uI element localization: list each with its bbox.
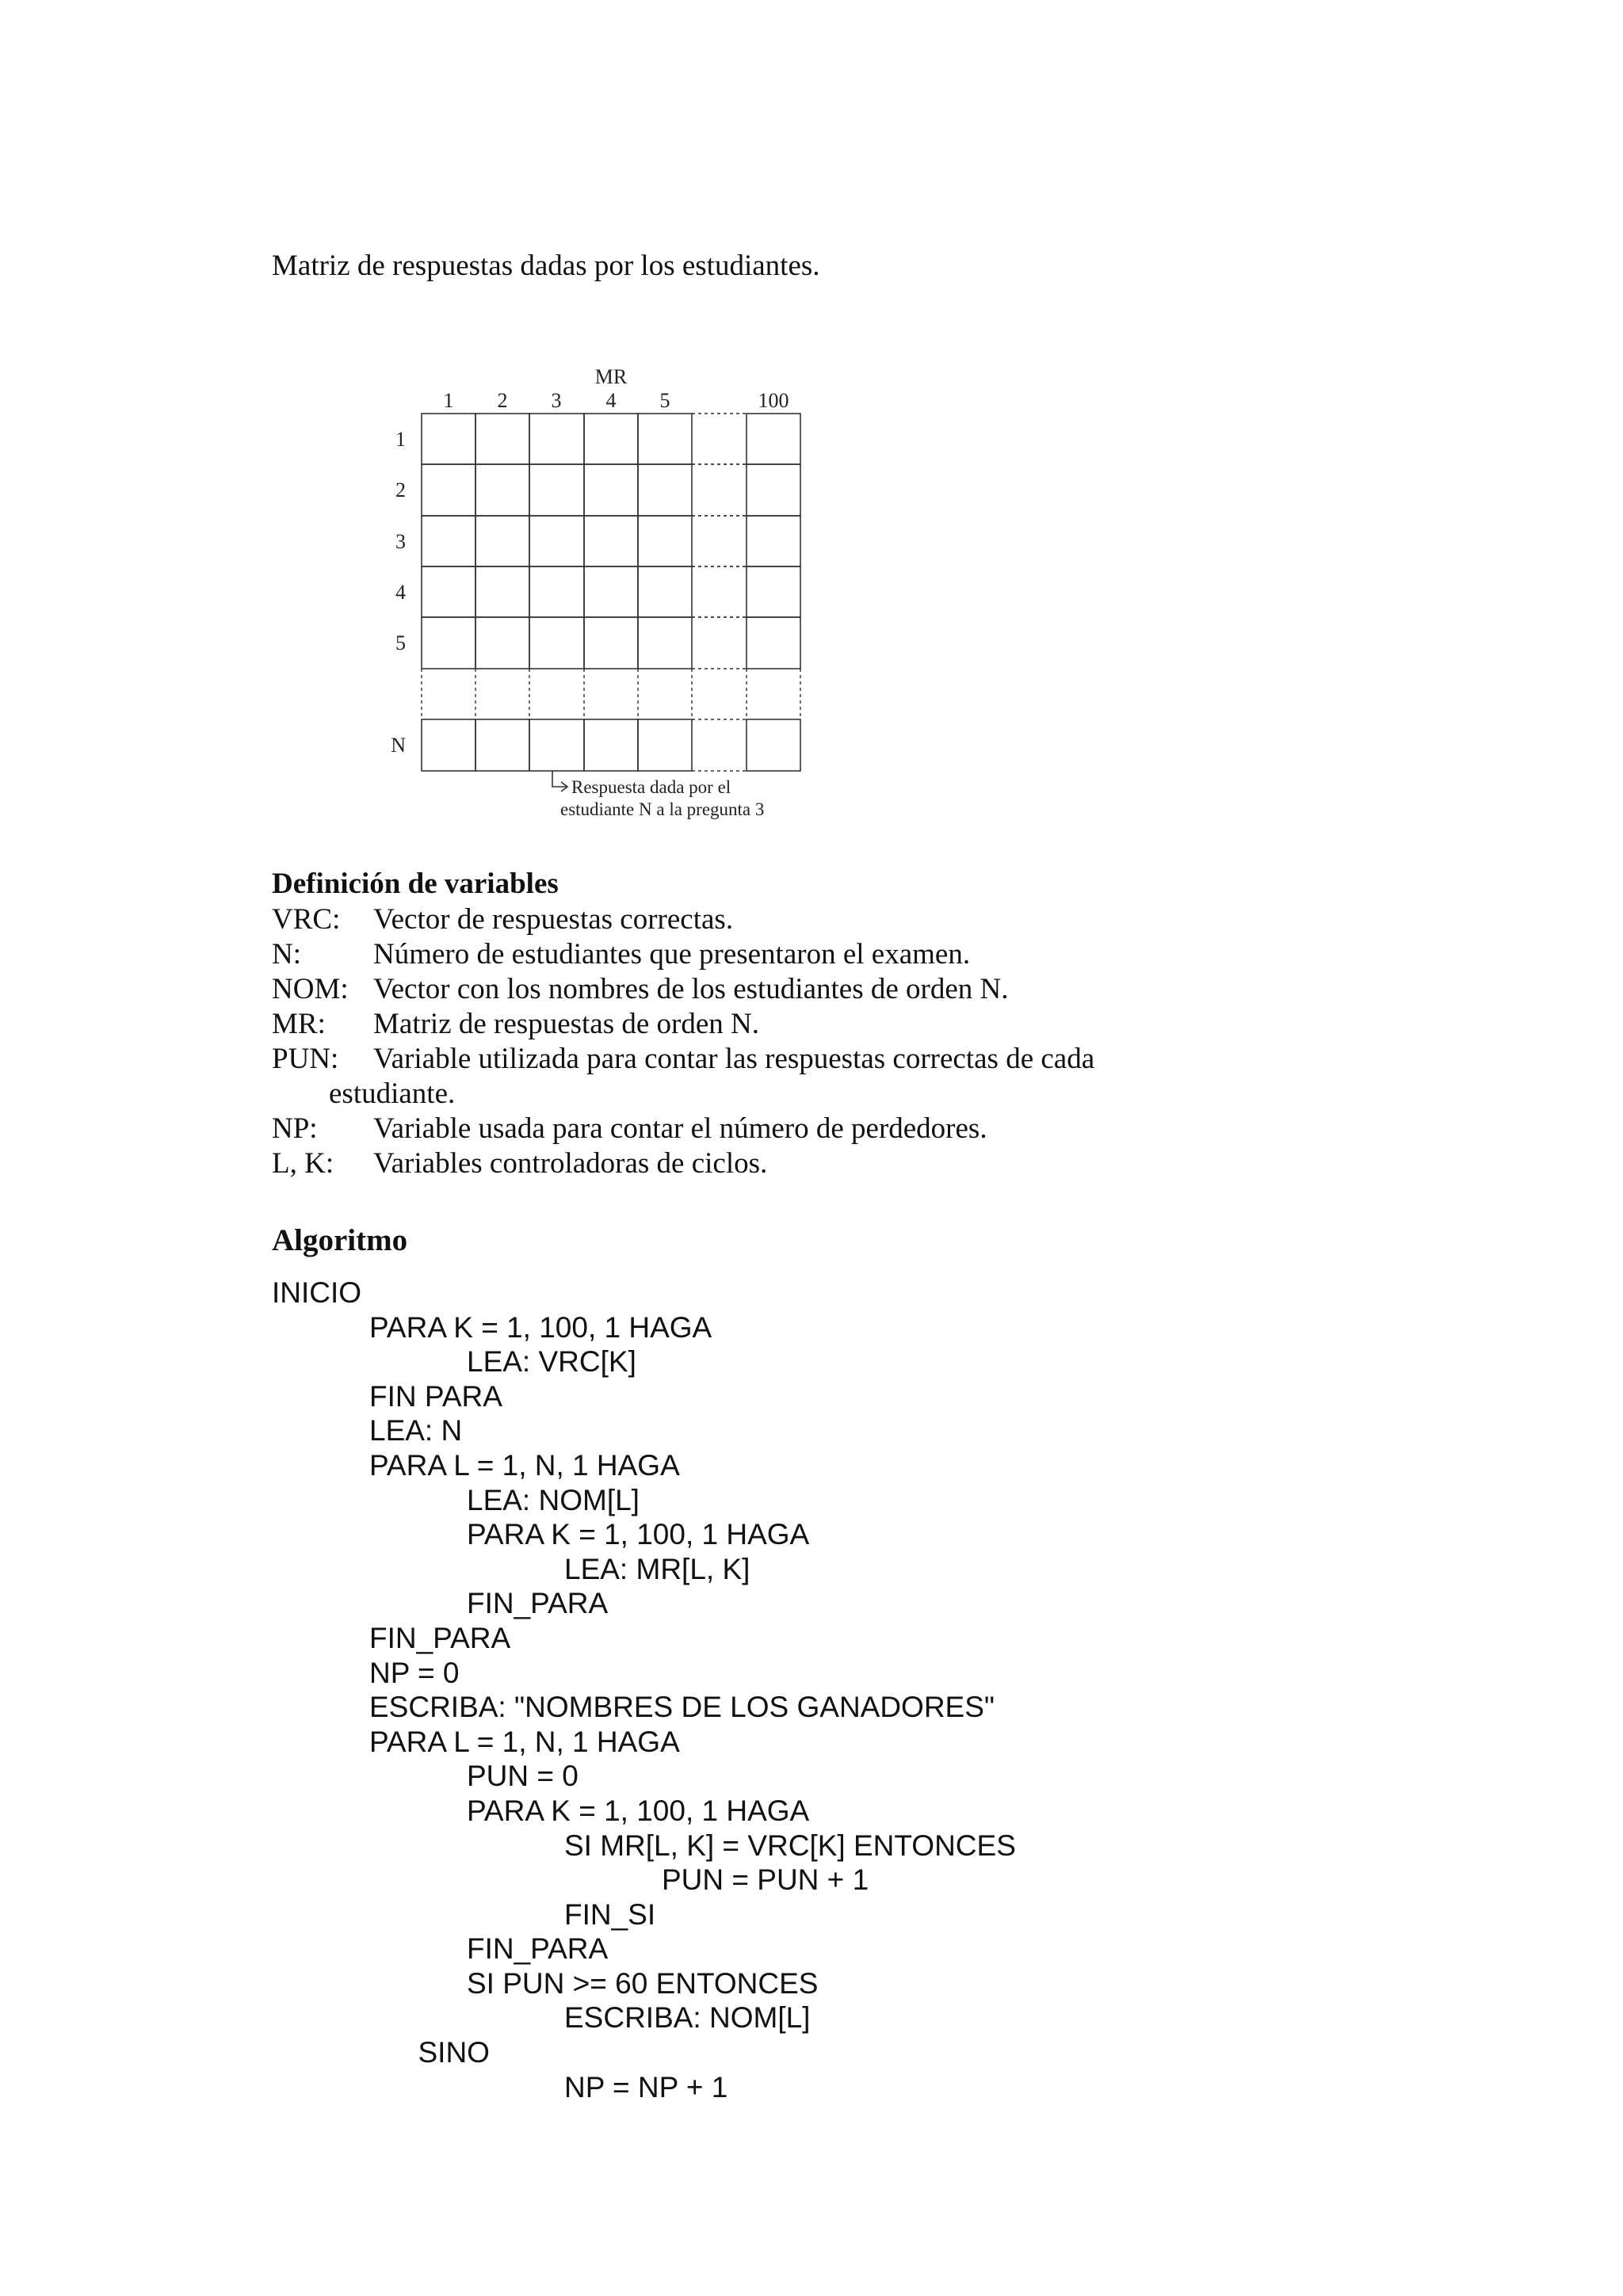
code-line: NP = NP + 1 bbox=[564, 2070, 728, 2103]
matrix-cell bbox=[529, 719, 584, 771]
matrix-title: MR bbox=[594, 365, 628, 388]
matrix-cell bbox=[529, 464, 584, 516]
code-line: LEA: VRC[K] bbox=[467, 1345, 636, 1379]
matrix-cell bbox=[529, 414, 584, 464]
matrix-cell bbox=[422, 617, 475, 669]
matrix-cell bbox=[529, 617, 584, 669]
code-line: INICIO bbox=[272, 1276, 362, 1309]
column-label: 5 bbox=[659, 389, 670, 412]
matrix-cell bbox=[638, 516, 692, 566]
variable-row bbox=[272, 1112, 1461, 1146]
code-line: PUN = PUN + 1 bbox=[662, 1863, 869, 1897]
code-line: PUN = 0 bbox=[467, 1760, 579, 1793]
matrix-cell bbox=[475, 414, 529, 464]
variable-description: Matriz de respuestas de orden N. bbox=[373, 1008, 759, 1040]
annotation-line-1: Respuesta dada por el bbox=[571, 777, 731, 797]
variable-row bbox=[272, 972, 1461, 1007]
variable-description: Variables controladoras de ciclos. bbox=[373, 1147, 768, 1180]
variables-heading: Definición de variables bbox=[272, 868, 559, 900]
variable-key: VRC: bbox=[272, 903, 341, 936]
matrix-cell bbox=[475, 566, 529, 617]
row-label: 1 bbox=[395, 428, 406, 451]
code-line: NP = 0 bbox=[369, 1656, 460, 1689]
code-line: FIN PARA bbox=[369, 1379, 502, 1413]
matrix-cell bbox=[475, 516, 529, 566]
code-line: LEA: N bbox=[369, 1414, 463, 1447]
code-line: SINO bbox=[418, 2036, 490, 2069]
code-line: SI MR[L, K] = VRC[K] ENTONCES bbox=[564, 1829, 1016, 1862]
variable-description: Vector de respuestas correctas. bbox=[373, 903, 734, 936]
variable-description: Variable usada para contar el número de perdedores. bbox=[373, 1112, 987, 1145]
code-line: PARA K = 1, 100, 1 HAGA bbox=[369, 1310, 712, 1344]
code-line: FIN_PARA bbox=[467, 1587, 609, 1620]
matrix-cell bbox=[529, 566, 584, 617]
intro-text: Matriz de respuestas dadas por los estudiantes. bbox=[272, 250, 820, 282]
variable-row bbox=[272, 1146, 1461, 1181]
code-line: LEA: MR[L, K] bbox=[564, 1552, 750, 1585]
column-label: 1 bbox=[443, 389, 454, 412]
matrix-cell bbox=[638, 719, 692, 771]
code-line: PARA K = 1, 100, 1 HAGA bbox=[467, 1518, 810, 1551]
variable-description-continued: estudiante. bbox=[329, 1077, 456, 1110]
code-line: PARA L = 1, N, 1 HAGA bbox=[369, 1448, 680, 1482]
matrix-cell bbox=[584, 617, 638, 669]
row-label: 2 bbox=[395, 479, 406, 502]
row-label: 5 bbox=[395, 631, 406, 654]
variable-key: L, K: bbox=[272, 1147, 334, 1180]
annotation-line-2: estudiante N a la pregunta 3 bbox=[560, 799, 765, 819]
variables-list bbox=[272, 902, 1461, 1181]
matrix-cell bbox=[638, 617, 692, 669]
matrix-cell bbox=[584, 566, 638, 617]
row-label: 3 bbox=[395, 530, 406, 553]
algorithm-heading: Algoritmo bbox=[272, 1223, 408, 1257]
matrix-cell bbox=[475, 719, 529, 771]
row-label: N bbox=[391, 734, 406, 757]
matrix-cell bbox=[638, 464, 692, 516]
column-label: 2 bbox=[497, 389, 508, 412]
variable-key: MR: bbox=[272, 1008, 326, 1040]
matrix-cell bbox=[747, 414, 800, 464]
code-line: LEA: NOM[L] bbox=[467, 1483, 640, 1516]
code-line: PARA L = 1, N, 1 HAGA bbox=[369, 1725, 680, 1758]
variable-description: Variable utilizada para contar las respuestas correctas de cada bbox=[373, 1043, 1095, 1075]
variable-key: NP: bbox=[272, 1112, 318, 1145]
column-label: 100 bbox=[758, 389, 789, 412]
matrix-cell bbox=[422, 566, 475, 617]
matrix-cell bbox=[584, 719, 638, 771]
matrix-cell bbox=[475, 464, 529, 516]
matrix-cell bbox=[422, 516, 475, 566]
variable-row bbox=[272, 1007, 1461, 1042]
code-line: SI PUN >= 60 ENTONCES bbox=[467, 1966, 819, 2000]
code-line: ESCRIBA: "NOMBRES DE LOS GANADORES" bbox=[369, 1691, 995, 1724]
matrix-cell bbox=[584, 464, 638, 516]
code-line: FIN_PARA bbox=[369, 1621, 511, 1654]
matrix-cell bbox=[747, 464, 800, 516]
column-label: 3 bbox=[551, 389, 562, 412]
column-label: 4 bbox=[605, 389, 617, 412]
variable-row bbox=[272, 902, 1461, 937]
annotation-arrow-icon bbox=[552, 771, 567, 791]
matrix-cell bbox=[422, 414, 475, 464]
code-line: PARA K = 1, 100, 1 HAGA bbox=[467, 1794, 810, 1827]
matrix-cell bbox=[422, 719, 475, 771]
variable-key: NOM: bbox=[272, 973, 349, 1005]
matrix-cell bbox=[584, 414, 638, 464]
algorithm-code bbox=[272, 1276, 1016, 2104]
matrix-cell bbox=[638, 566, 692, 617]
row-label: 4 bbox=[395, 581, 406, 604]
matrix-cell bbox=[747, 719, 800, 771]
matrix-cell bbox=[747, 617, 800, 669]
matrix-cell bbox=[475, 617, 529, 669]
variable-key: N: bbox=[272, 938, 301, 971]
variable-row bbox=[272, 937, 1461, 972]
matrix-grid bbox=[422, 414, 800, 771]
code-line: ESCRIBA: NOM[L] bbox=[564, 2001, 811, 2035]
matrix-labels bbox=[391, 365, 789, 757]
matrix-cell bbox=[584, 516, 638, 566]
matrix-cell bbox=[529, 516, 584, 566]
variable-description: Vector con los nombres de los estudiantes de orden N. bbox=[373, 973, 1009, 1005]
code-line: FIN_PARA bbox=[467, 1932, 609, 1966]
variable-row bbox=[272, 1042, 1461, 1077]
matrix-cell bbox=[747, 516, 800, 566]
code-line: FIN_SI bbox=[564, 1897, 656, 1931]
matrix-cell bbox=[638, 414, 692, 464]
variable-description: Número de estudiantes que presentaron el examen. bbox=[373, 938, 971, 971]
matrix-cell bbox=[422, 464, 475, 516]
response-matrix-diagram bbox=[371, 355, 815, 830]
variable-key: PUN: bbox=[272, 1043, 339, 1075]
matrix-cell bbox=[747, 566, 800, 617]
